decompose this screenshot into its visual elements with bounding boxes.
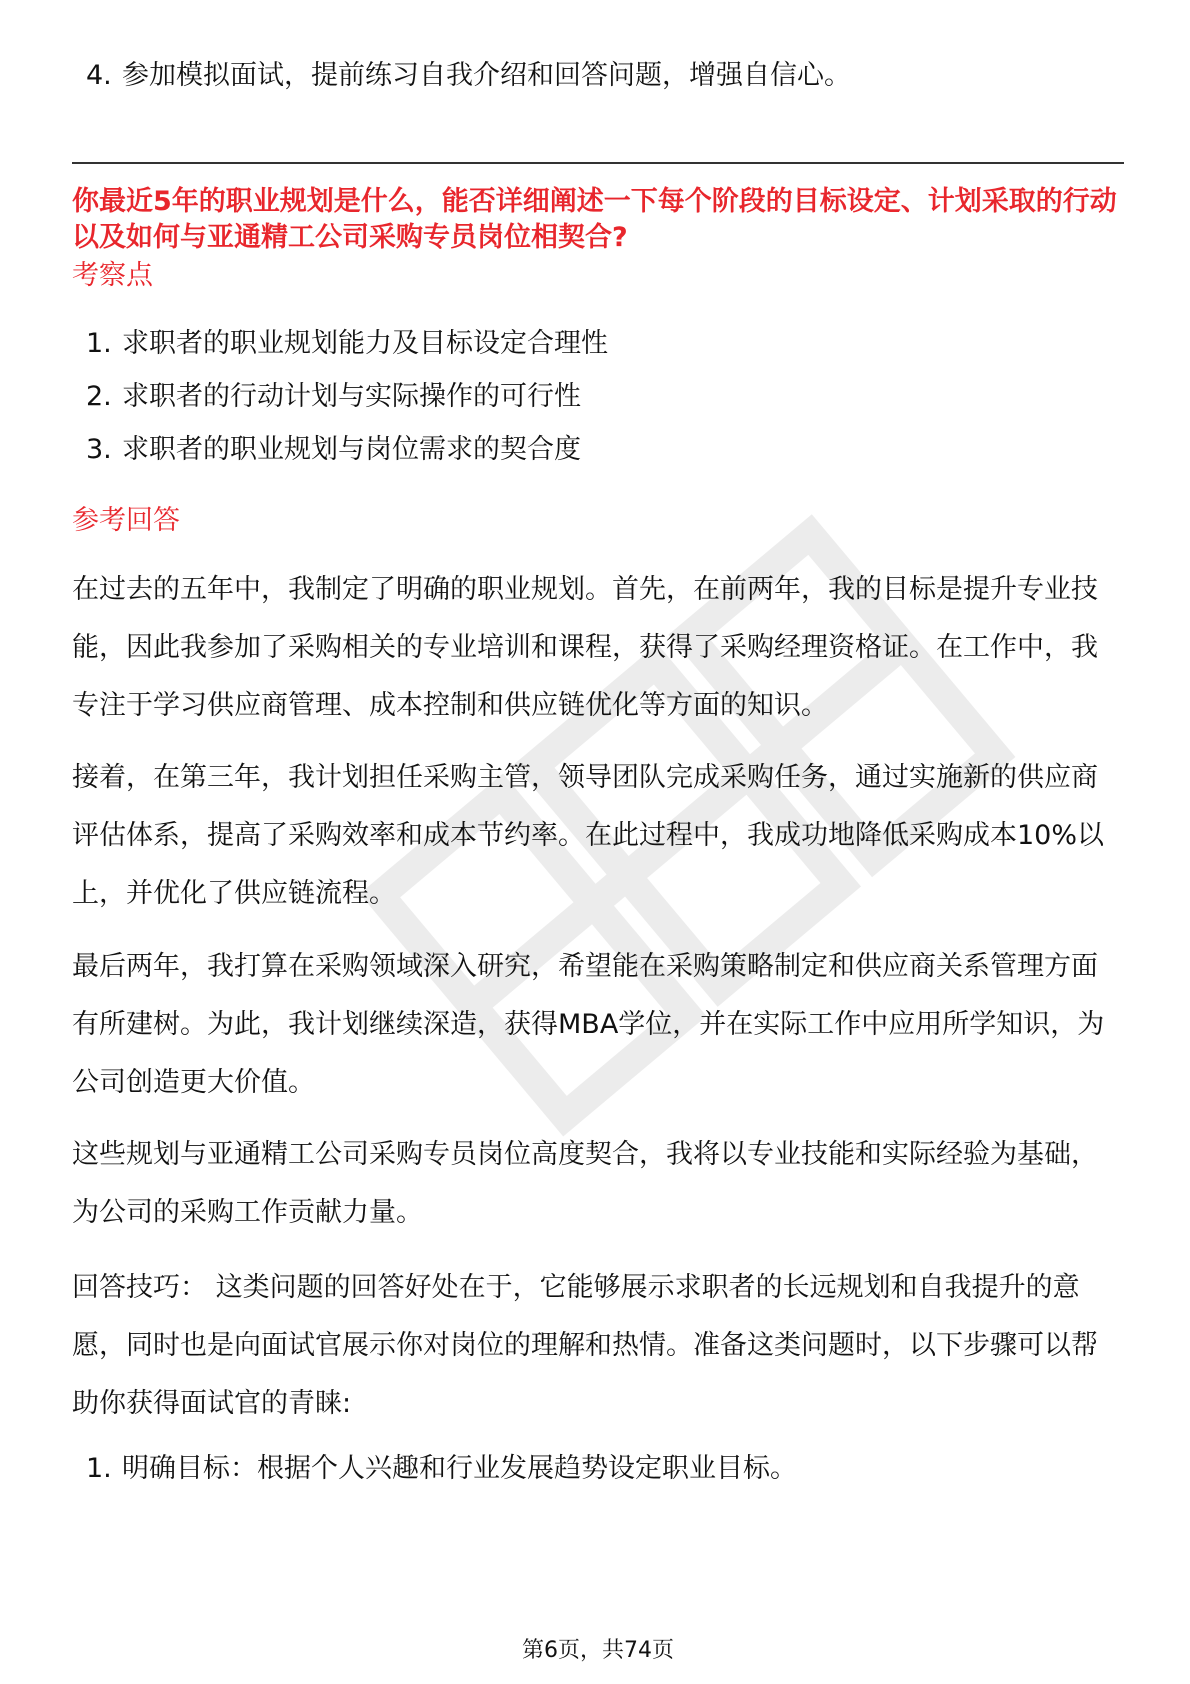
question-heading: 你最近5年的职业规划是什么，能否详细阐述一下每个阶段的目标设定、计划采取的行动以及如何与亚通精工公司采购专员岗位相契合? (72, 186, 1117, 253)
list-item (86, 326, 608, 362)
section-divider (72, 162, 1124, 164)
list-item (86, 432, 581, 468)
answer-paragraph: 这些规划与亚通精工公司采购专员岗位高度契合，我将以专业技能和实际经验为基础，为公司的采购工作贡献力量。 (72, 1139, 1098, 1228)
list-item-number: 2. (86, 381, 112, 412)
list-item-text: 参加模拟面试，提前练习自我介绍和回答问题，增强自信心。 (122, 60, 851, 91)
document-page (72, 0, 1124, 1684)
list-item-number: 4. (86, 60, 112, 91)
answer-paragraph: 接着，在第三年，我计划担任采购主管，领导团队完成采购任务，通过实施新的供应商评估体系，提高了采购效率和成本节约率。在此过程中，我成功地降低采购成本10%以上，并优化了供应链流程。 (72, 762, 1105, 909)
page-footer: 第6页，共74页 (522, 1638, 674, 1663)
list-item (86, 379, 581, 415)
answer-paragraph: 在过去的五年中，我制定了明确的职业规划。首先，在前两年，我的目标是提升专业技能，因此我参加了采购相关的专业培训和课程，获得了采购经理资格证。在工作中，我专注于学习供应商管理、成本控制和供应链优化等方面的知识。 (72, 574, 1098, 721)
examine-title: 考察点 (72, 260, 153, 291)
list-item-text: 求职者的行动计划与实际操作的可行性 (122, 381, 581, 412)
list-item (86, 1451, 797, 1487)
list-item-number: 1. (86, 1453, 112, 1484)
answer-title: 参考回答 (72, 505, 180, 536)
list-item-text: 求职者的职业规划与岗位需求的契合度 (122, 434, 581, 465)
list-item-text: 求职者的职业规划能力及目标设定合理性 (122, 328, 608, 359)
list-item-number: 3. (86, 434, 112, 465)
tips-paragraph: 回答技巧： 这类问题的回答好处在于，它能够展示求职者的长远规划和自我提升的意愿，同时也是向面试官展示你对岗位的理解和热情。准备这类问题时，以下步骤可以帮助你获得面试官的青睐: (72, 1272, 1098, 1419)
list-item-text: 明确目标：根据个人兴趣和行业发展趋势设定职业目标。 (122, 1453, 797, 1484)
answer-paragraph: 最后两年，我打算在采购领域深入研究，希望能在采购策略制定和供应商关系管理方面有所建树。为此，我计划继续深造，获得MBA学位，并在实际工作中应用所学知识，为公司创造更大价值。 (72, 951, 1105, 1098)
list-item-number: 1. (86, 328, 112, 359)
list-item (86, 58, 851, 94)
